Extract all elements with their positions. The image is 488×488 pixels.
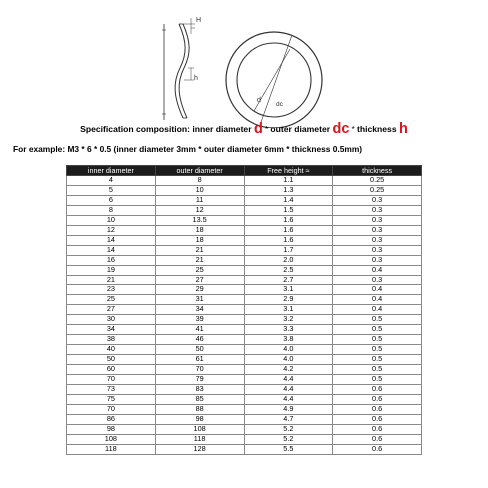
cell-inner-diameter: 10 [67,215,156,225]
table-row [67,176,422,186]
cell-free-height: 1.1 [244,176,333,186]
cell-thickness: 0.5 [333,355,422,365]
table-header-row [67,166,422,176]
cell-inner-diameter: 14 [67,245,156,255]
cell-thickness: 0.5 [333,325,422,335]
cell-thickness: 0.5 [333,345,422,355]
cell-outer-diameter: 18 [155,225,244,235]
cell-inner-diameter: 38 [67,335,156,345]
cell-free-height: 4.0 [244,345,333,355]
spec-d-symbol: d [253,121,263,137]
cell-inner-diameter: 108 [67,434,156,444]
table-row [67,424,422,434]
cell-inner-diameter: 86 [67,414,156,424]
cell-thickness: 0.6 [333,385,422,395]
spec-star-2: * [349,125,357,134]
cell-outer-diameter: 21 [155,255,244,265]
cell-free-height: 1.3 [244,185,333,195]
cell-free-height: 3.8 [244,335,333,345]
cell-thickness: 0.3 [333,275,422,285]
cell-inner-diameter: 4 [67,176,156,186]
cell-free-height: 3.3 [244,325,333,335]
cell-thickness: 0.4 [333,265,422,275]
table-row [67,414,422,424]
cell-inner-diameter: 5 [67,185,156,195]
cell-free-height: 1.4 [244,195,333,205]
height-H-label: H [196,17,202,24]
table-row [67,275,422,285]
spec-star-1: * [262,125,271,134]
inner-diameter-d-label: d [257,97,261,104]
cell-inner-diameter: 34 [67,325,156,335]
cell-thickness: 0.5 [333,365,422,375]
table-row [67,345,422,355]
table-row [67,335,422,345]
table-row [67,195,422,205]
cell-outer-diameter: 79 [155,375,244,385]
cell-thickness: 0.6 [333,434,422,444]
header-thickness: thickness [333,166,422,176]
cell-outer-diameter: 118 [155,434,244,444]
thickness-h-label: h [194,75,198,82]
cell-outer-diameter: 18 [155,235,244,245]
cell-outer-diameter: 70 [155,365,244,375]
cell-outer-diameter: 46 [155,335,244,345]
cell-inner-diameter: 75 [67,394,156,404]
cell-outer-diameter: 31 [155,295,244,305]
cell-inner-diameter: 60 [67,365,156,375]
table-row [67,305,422,315]
cell-free-height: 3.1 [244,285,333,295]
cell-inner-diameter: 40 [67,345,156,355]
cell-outer-diameter: 88 [155,404,244,414]
cell-free-height: 4.4 [244,375,333,385]
cell-outer-diameter: 39 [155,315,244,325]
cell-outer-diameter: 34 [155,305,244,315]
size-table [66,165,422,455]
cell-inner-diameter: 23 [67,285,156,295]
cell-inner-diameter: 50 [67,355,156,365]
cell-outer-diameter: 41 [155,325,244,335]
cell-thickness: 0.4 [333,295,422,305]
specification-composition [0,121,488,138]
table-row [67,394,422,404]
cell-outer-diameter: 128 [155,444,244,454]
cell-thickness: 0.6 [333,414,422,424]
cell-outer-diameter: 11 [155,195,244,205]
cell-outer-diameter: 98 [155,414,244,424]
cell-thickness: 0.3 [333,255,422,265]
cell-free-height: 4.2 [244,365,333,375]
spec-h-symbol: h [399,121,408,137]
cell-free-height: 5.2 [244,424,333,434]
cell-inner-diameter: 12 [67,225,156,235]
spec-prefix: Specification composition: inner diameter [80,124,254,134]
table-body [67,176,422,455]
cell-thickness: 0.5 [333,375,422,385]
cell-thickness: 0.25 [333,176,422,186]
spec-outer-text: outer diameter [270,124,333,134]
cell-free-height: 1.5 [244,205,333,215]
cell-free-height: 3.2 [244,315,333,325]
cell-free-height: 4.7 [244,414,333,424]
cell-free-height: 4.0 [244,355,333,365]
table-row [67,315,422,325]
table-row [67,255,422,265]
cell-thickness: 0.3 [333,205,422,215]
table-row [67,385,422,395]
wave-washer-drawing [150,10,350,128]
example-text: For example: M3 * 6 * 0.5 (inner diameter 3mm * outer diameter 6mm * thickness 0.5mm) [13,144,363,154]
cell-thickness: 0.3 [333,235,422,245]
cell-free-height: 3.1 [244,305,333,315]
table-row [67,185,422,195]
wave-washer-svg [150,10,350,128]
cell-inner-diameter: 30 [67,315,156,325]
cell-thickness: 0.4 [333,305,422,315]
cell-inner-diameter: 21 [67,275,156,285]
cell-free-height: 5.2 [244,434,333,444]
table-row [67,325,422,335]
cell-inner-diameter: 98 [67,424,156,434]
table-row [67,285,422,295]
cell-thickness: 0.6 [333,394,422,404]
cell-inner-diameter: 6 [67,195,156,205]
cell-free-height: 2.7 [244,275,333,285]
cell-thickness: 0.6 [333,444,422,454]
cell-free-height: 4.4 [244,385,333,395]
cell-inner-diameter: 19 [67,265,156,275]
cell-free-height: 5.5 [244,444,333,454]
table-row [67,365,422,375]
table-row [67,355,422,365]
table-row [67,215,422,225]
cell-inner-diameter: 70 [67,375,156,385]
header-outer-diameter: outer diameter [155,166,244,176]
table-row [67,295,422,305]
cell-outer-diameter: 10 [155,185,244,195]
cell-inner-diameter: 14 [67,235,156,245]
cell-thickness: 0.3 [333,245,422,255]
cell-free-height: 1.6 [244,215,333,225]
header-free-height: Free height ≈ [244,166,333,176]
cell-free-height: 2.9 [244,295,333,305]
cell-inner-diameter: 73 [67,385,156,395]
cell-free-height: 2.5 [244,265,333,275]
cell-inner-diameter: 70 [67,404,156,414]
outer-diameter-dc-label: dc [276,101,283,108]
cell-thickness: 0.25 [333,185,422,195]
cell-thickness: 0.5 [333,335,422,345]
cell-thickness: 0.3 [333,215,422,225]
cell-outer-diameter: 8 [155,176,244,186]
cell-inner-diameter: 27 [67,305,156,315]
table-row [67,235,422,245]
side-profile-view [162,18,195,120]
cell-free-height: 1.6 [244,235,333,245]
cell-outer-diameter: 50 [155,345,244,355]
top-ring-view [226,32,322,128]
cell-outer-diameter: 61 [155,355,244,365]
cell-thickness: 0.6 [333,404,422,414]
cell-inner-diameter: 16 [67,255,156,265]
cell-outer-diameter: 25 [155,265,244,275]
cell-thickness: 0.6 [333,424,422,434]
table-row [67,265,422,275]
cell-outer-diameter: 29 [155,285,244,295]
table-row [67,434,422,444]
spec-thickness-text: thickness [356,124,399,134]
cell-thickness: 0.5 [333,315,422,325]
table-row [67,205,422,215]
cell-thickness: 0.3 [333,225,422,235]
cell-free-height: 1.7 [244,245,333,255]
cell-outer-diameter: 27 [155,275,244,285]
cell-outer-diameter: 13.5 [155,215,244,225]
table-row [67,375,422,385]
cell-outer-diameter: 85 [155,394,244,404]
cell-thickness: 0.4 [333,285,422,295]
cell-thickness: 0.3 [333,195,422,205]
table-row [67,404,422,414]
cell-outer-diameter: 21 [155,245,244,255]
header-inner-diameter: inner diameter [67,166,156,176]
cell-outer-diameter: 108 [155,424,244,434]
table-row [67,225,422,235]
cell-free-height: 2.0 [244,255,333,265]
cell-free-height: 4.4 [244,394,333,404]
cell-inner-diameter: 8 [67,205,156,215]
cell-free-height: 4.9 [244,404,333,414]
table-row [67,245,422,255]
cell-inner-diameter: 118 [67,444,156,454]
cell-inner-diameter: 25 [67,295,156,305]
table-row [67,444,422,454]
spec-dc-symbol: dc [332,121,350,137]
cell-free-height: 1.6 [244,225,333,235]
cell-outer-diameter: 12 [155,205,244,215]
cell-outer-diameter: 83 [155,385,244,395]
